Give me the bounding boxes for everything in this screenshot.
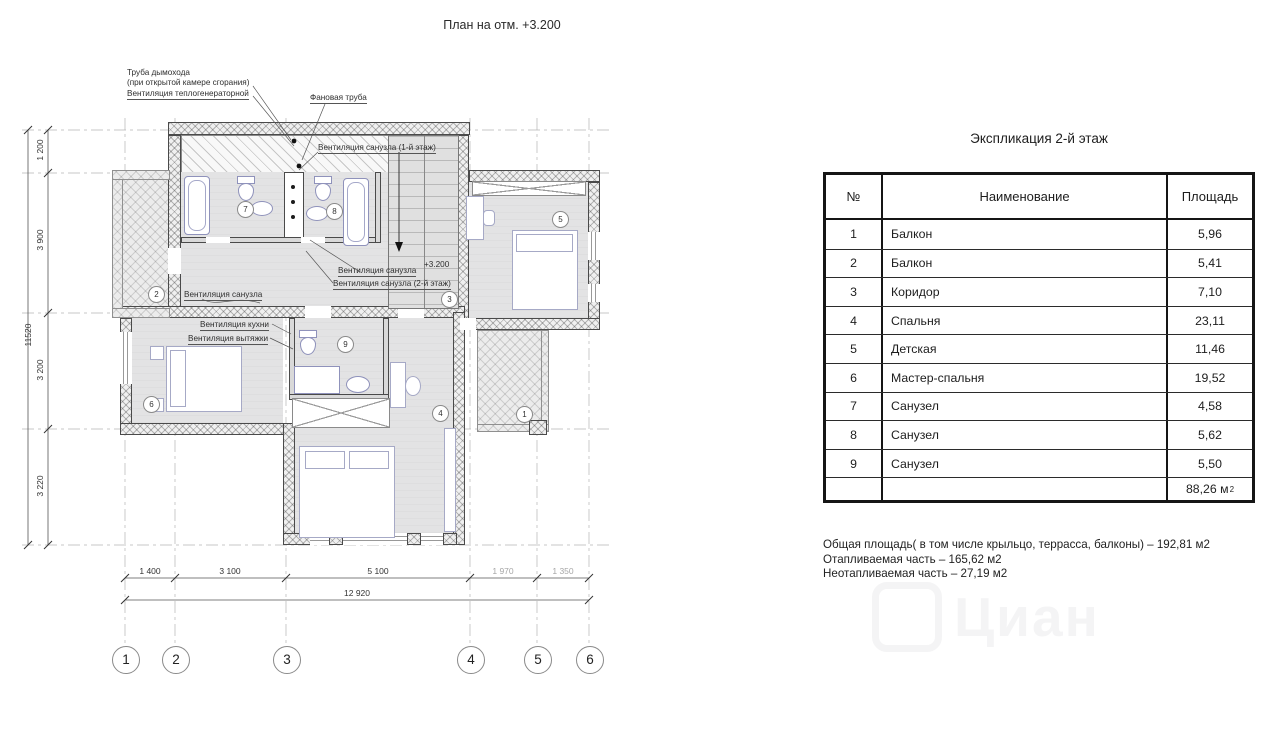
header-number: № <box>846 189 861 204</box>
pillow-symbol <box>516 234 573 252</box>
table-row <box>826 392 1252 421</box>
vent-wc-2fl-label: Вентиляция санузла (2-й этаж) <box>333 279 451 288</box>
heat-room-vent-label: Вентиляция теплогенераторной <box>127 89 249 98</box>
room-number-badge: 4 <box>432 405 449 422</box>
parapet <box>112 308 170 318</box>
sink-symbol <box>346 376 370 393</box>
parapet <box>112 170 170 180</box>
door-opening <box>206 237 230 243</box>
wall-segment <box>457 318 600 330</box>
row-number: 9 <box>850 456 857 471</box>
row-name: Санузел <box>881 450 1166 478</box>
table-row <box>826 449 1252 478</box>
pillow-symbol <box>170 350 186 407</box>
row-area: 5,50 <box>1166 450 1252 478</box>
row-area: 7,10 <box>1166 278 1252 306</box>
total-sup: 2 <box>1229 484 1235 494</box>
row-number: 1 <box>850 227 857 242</box>
dim-label: 3 220 <box>35 475 45 497</box>
chimney-label-1: Труба дымохода <box>127 68 190 77</box>
header-area: Площадь <box>1166 175 1252 218</box>
table-row <box>826 249 1252 278</box>
vent-fan-symbol <box>291 185 295 189</box>
wardrobe-symbol <box>472 181 586 196</box>
row-number: 5 <box>850 342 857 357</box>
balcony-1-area <box>477 330 543 428</box>
desk-symbol <box>390 362 406 408</box>
desk-symbol <box>466 196 484 240</box>
total-area-cell <box>1166 478 1252 500</box>
row-name: Санузел <box>881 421 1166 449</box>
dim-label: 1 400 <box>139 566 161 576</box>
level-mark-label: +3.200 <box>424 260 450 269</box>
row-name: Балкон <box>881 220 1166 249</box>
wall-segment <box>168 135 181 312</box>
vent-fan-symbol <box>291 215 295 219</box>
dim-label: 1 200 <box>35 139 45 161</box>
shower-symbol <box>294 366 340 394</box>
axis-bubble: 2 <box>162 646 190 674</box>
dim-label: 1 350 <box>552 566 574 576</box>
total-unit: м <box>1220 482 1229 497</box>
area-notes <box>823 538 1210 582</box>
wardrobe-symbol <box>292 398 390 428</box>
row-name: Мастер-спальня <box>881 364 1166 392</box>
row-name: Спальня <box>881 307 1166 335</box>
room-number-badge: 7 <box>237 201 254 218</box>
dim-label: 5 100 <box>367 566 389 576</box>
axis-bubble: 5 <box>524 646 552 674</box>
vent-hood-label: Вентиляция вытяжки <box>188 334 269 343</box>
dim-label: 1 970 <box>492 566 514 576</box>
room-number-badge: 5 <box>552 211 569 228</box>
row-number: 2 <box>850 256 857 271</box>
row-number: 4 <box>850 313 857 328</box>
explication-table-body <box>826 220 1252 477</box>
parapet <box>112 170 123 318</box>
axis-bubble: 6 <box>576 646 604 674</box>
header-name: Наименование <box>881 175 1166 218</box>
door-opening <box>305 306 331 318</box>
chair-symbol <box>405 376 421 396</box>
table-total-row <box>826 477 1252 500</box>
watermark <box>872 582 1100 652</box>
wall-segment <box>375 172 381 243</box>
table-row <box>826 363 1252 392</box>
dim-total-label: 11520 <box>23 323 33 347</box>
window <box>588 232 600 260</box>
table-row <box>826 306 1252 335</box>
axis-bubble: 4 <box>457 646 485 674</box>
row-number: 6 <box>850 370 857 385</box>
note-line: Отапливаемая часть – 165,62 м2 <box>823 552 1002 566</box>
balcony-pier <box>529 420 547 435</box>
note-line: Общая площадь( в том числе крыльцо, террасса, балконы) – 192,81 м2 <box>823 538 1210 551</box>
bed-symbol <box>166 346 242 412</box>
note-line: Неотапливаемая часть – 27,19 м2 <box>823 567 1008 580</box>
nightstand-symbol <box>150 346 164 360</box>
explication-title: Экспликация 2-й этаж <box>970 131 1108 146</box>
row-area: 5,41 <box>1166 250 1252 278</box>
vent-kitchen-label: Вентиляция кухни <box>200 320 269 329</box>
room-number-badge: 3 <box>441 291 458 308</box>
table-row <box>826 420 1252 449</box>
row-area: 5,96 <box>1166 220 1252 249</box>
bed-symbol <box>512 230 578 310</box>
row-area: 11,46 <box>1166 335 1252 363</box>
window-pier <box>443 533 457 545</box>
dim-label: 3 100 <box>219 566 241 576</box>
row-number: 8 <box>850 427 857 442</box>
total-name-cell <box>881 478 1166 500</box>
axis-bubble: 3 <box>273 646 301 674</box>
door-opening <box>301 237 325 243</box>
pillow-symbol <box>305 451 345 469</box>
table-row <box>826 334 1252 363</box>
sink-symbol <box>251 201 273 216</box>
dim-label: 3 900 <box>35 229 45 251</box>
door-opening <box>168 248 181 274</box>
vent-wc-left-label: Вентиляция санузла <box>184 290 263 299</box>
axis-bubble: 1 <box>112 646 140 674</box>
row-area: 4,58 <box>1166 393 1252 421</box>
row-area: 5,62 <box>1166 421 1252 449</box>
bed-symbol <box>299 446 395 538</box>
bathtub-symbol <box>184 176 210 235</box>
table-row <box>826 277 1252 306</box>
row-name: Балкон <box>881 250 1166 278</box>
room-number-badge: 8 <box>326 203 343 220</box>
wall-segment <box>120 423 295 435</box>
dim-total-label: 12 920 <box>344 588 370 598</box>
total-value: 88,26 <box>1185 482 1217 497</box>
room-number-badge: 2 <box>148 286 165 303</box>
dim-label: 3 200 <box>35 359 45 381</box>
vent-wc-label: Вентиляция санузла <box>338 266 417 275</box>
dresser-symbol <box>444 428 456 532</box>
vent-shaft <box>284 172 304 238</box>
watermark-text: Циан <box>954 586 1100 648</box>
row-area: 19,52 <box>1166 364 1252 392</box>
watermark-logo <box>872 582 942 652</box>
chimney-label-2: (при открытой камере сгорания) <box>127 78 250 87</box>
row-number: 7 <box>850 399 857 414</box>
door-opening <box>460 318 476 330</box>
table-row <box>826 220 1252 249</box>
fan-pipe-label: Фановая труба <box>310 93 367 102</box>
wall-segment <box>383 318 389 400</box>
window <box>421 533 443 545</box>
row-name: Детская <box>881 335 1166 363</box>
total-num-cell <box>826 478 881 500</box>
window-pier <box>407 533 421 545</box>
room-number-badge: 9 <box>337 336 354 353</box>
vent-wc-1fl-label: Вентиляция санузла (1-й этаж) <box>318 143 436 152</box>
window <box>120 332 132 384</box>
row-name: Санузел <box>881 393 1166 421</box>
plan-title: План на отм. +3.200 <box>443 18 561 32</box>
room-number-badge: 6 <box>143 396 160 413</box>
explication-table <box>823 172 1255 503</box>
wall-segment <box>168 122 470 135</box>
table-header-row <box>826 175 1252 220</box>
row-area: 23,11 <box>1166 307 1252 335</box>
wall-segment <box>283 423 295 545</box>
vent-fan-symbol <box>291 200 295 204</box>
chair-symbol <box>483 210 495 226</box>
row-number: 3 <box>850 284 857 299</box>
pillow-symbol <box>349 451 389 469</box>
sink-symbol <box>306 206 328 221</box>
bathtub-symbol <box>343 178 369 246</box>
window <box>588 284 600 302</box>
room-number-badge: 1 <box>516 406 533 423</box>
row-name: Коридор <box>881 278 1166 306</box>
parapet <box>541 330 549 432</box>
